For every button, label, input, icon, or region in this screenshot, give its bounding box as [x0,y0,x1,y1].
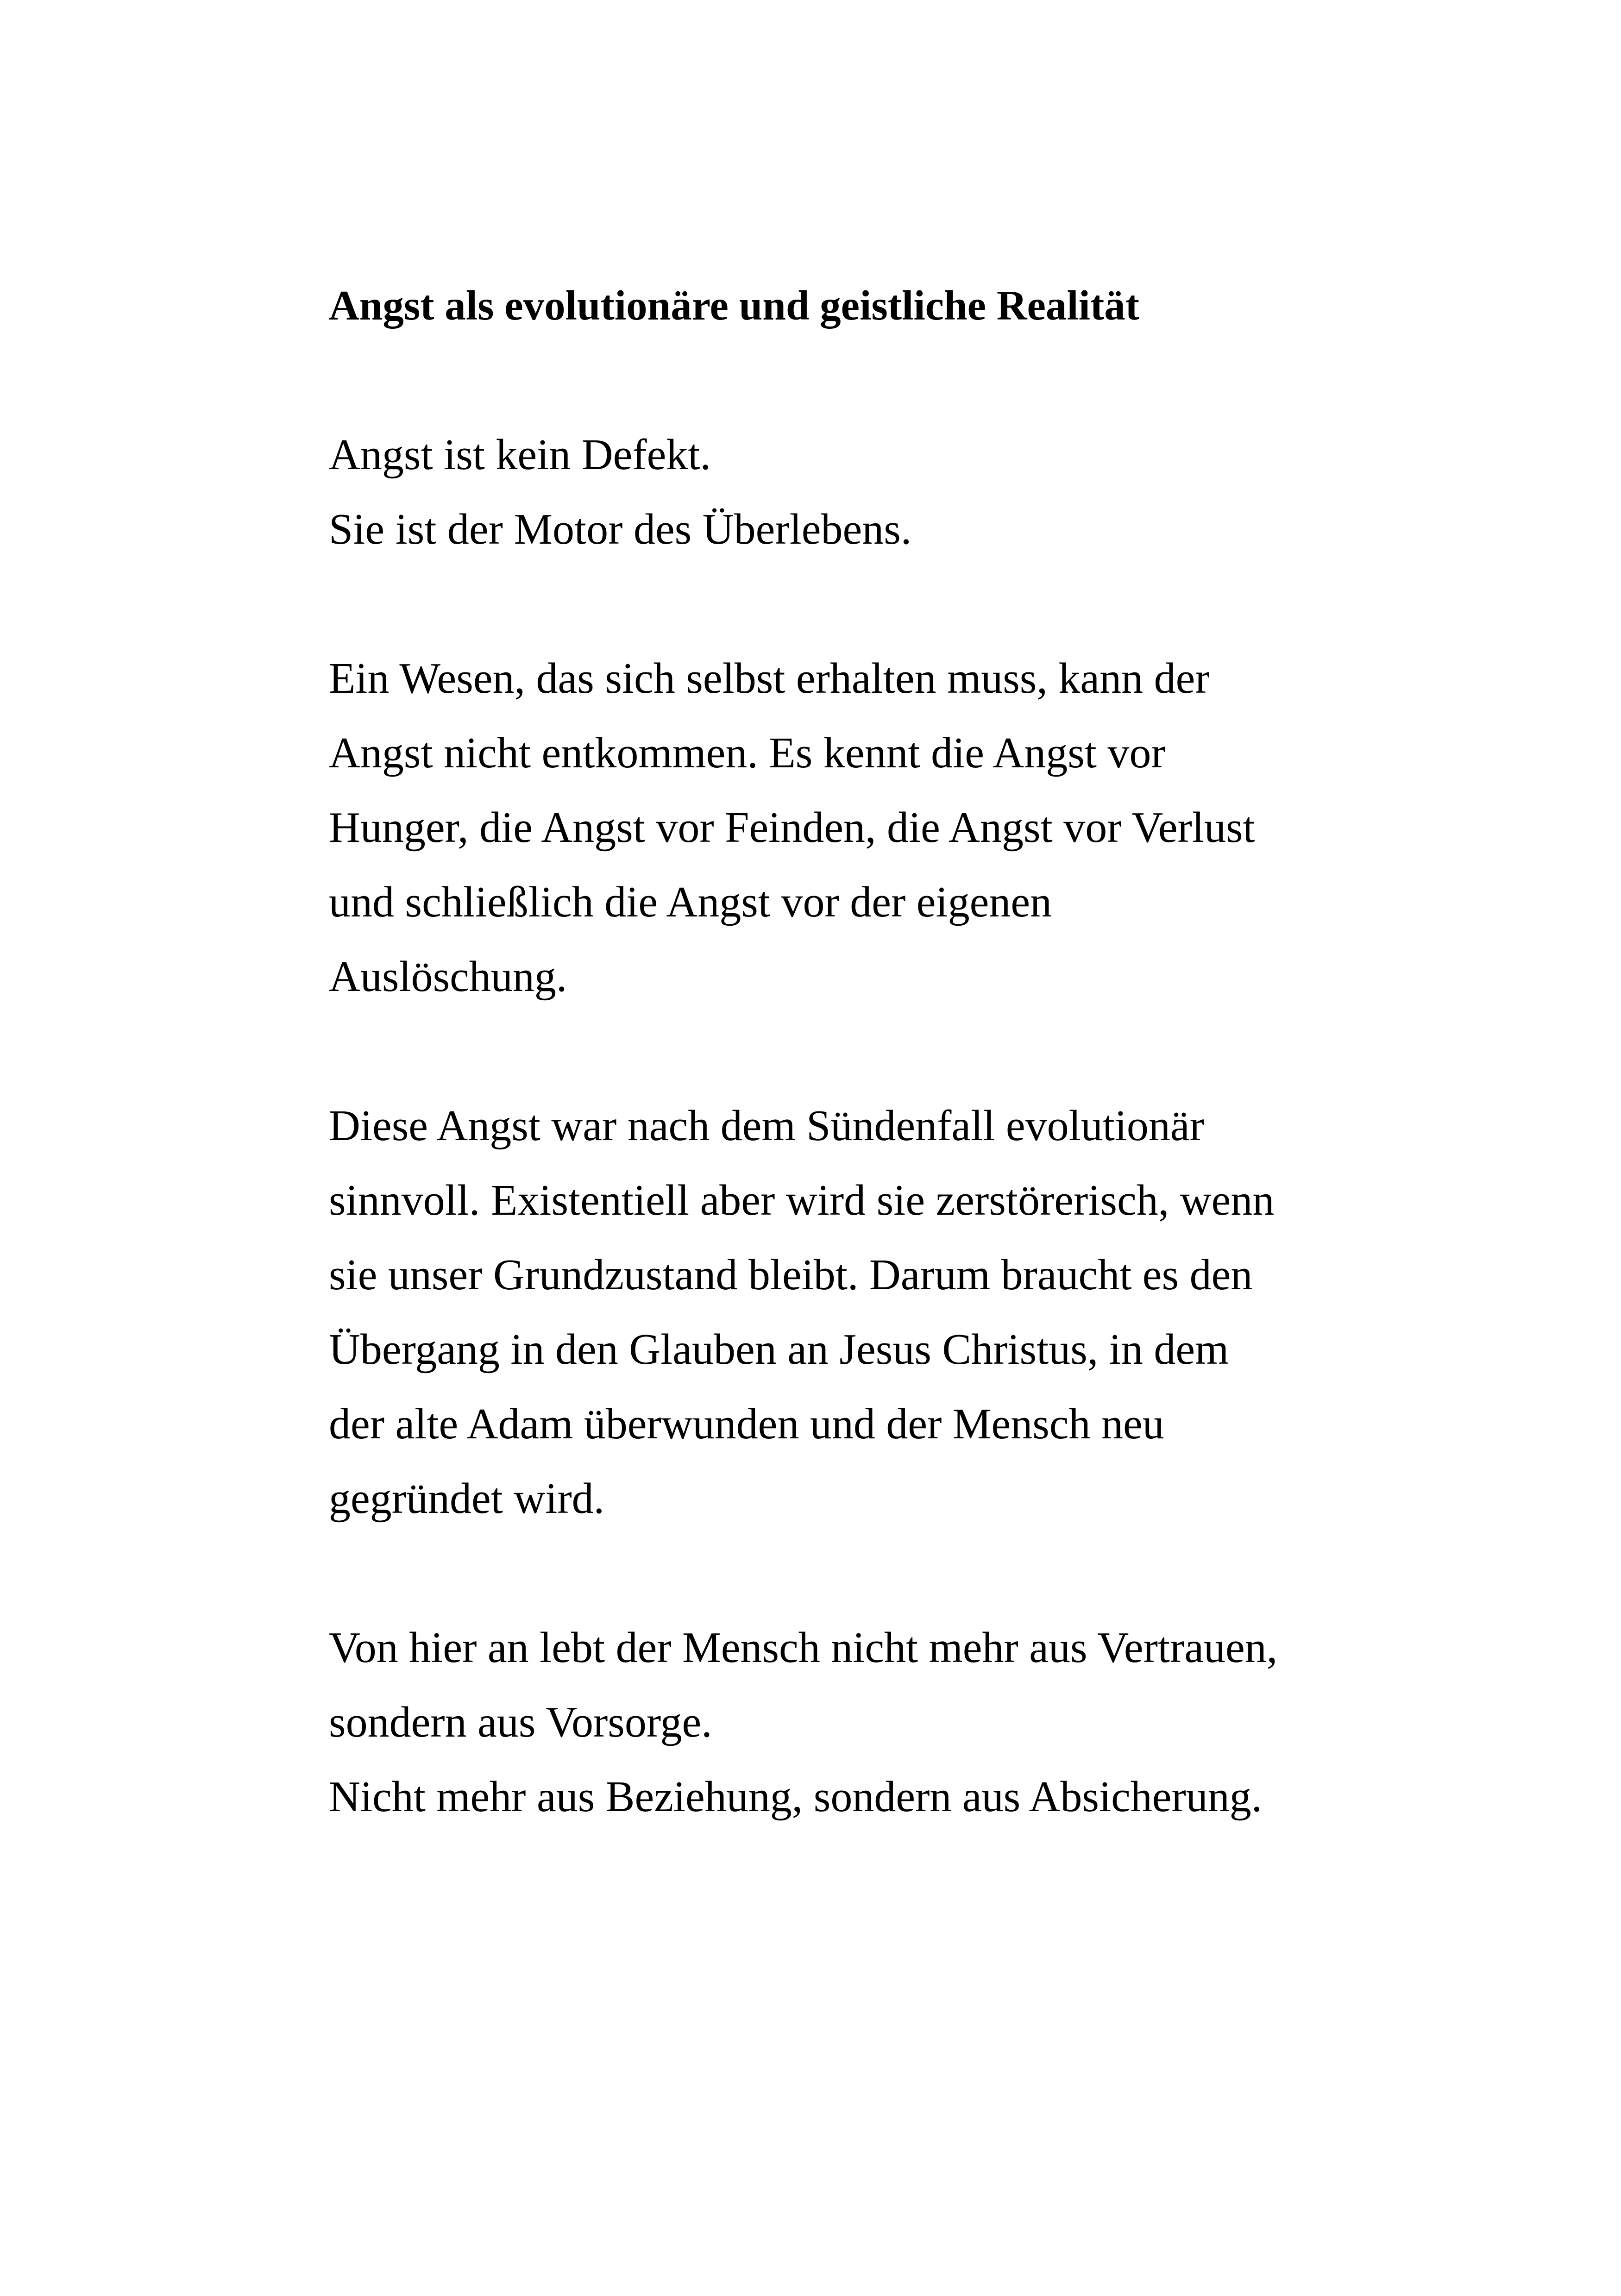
paragraph-1 [329,418,1394,567]
document-title: Angst als evolutionäre und geistliche Realität [329,282,1140,329]
spacer [329,1014,1394,1089]
text-line: Ein Wesen, das sich selbst erhalten muss, kann der [329,654,1210,703]
text-line: gegründet wird. [329,1474,605,1523]
text-line: der alte Adam überwunden und der Mensch neu [329,1400,1164,1448]
text-line: Sie ist der Motor des Überlebens. [329,505,912,553]
text-line: und schließlich die Angst vor der eigenen [329,878,1052,926]
text-line: Nicht mehr aus Beziehung, sondern aus Absicherung. [329,1773,1263,1821]
text-line: Diese Angst war nach dem Sündenfall evolutionär [329,1102,1204,1150]
text-line: Hunger, die Angst vor Feinden, die Angst vor Verlust [329,803,1255,852]
paragraph-2 [329,641,1394,1014]
spacer [329,343,1394,418]
text-line: Angst ist kein Defekt. [329,431,711,479]
document-body [329,269,1394,1834]
paragraph-4 [329,1611,1394,1834]
text-line: sie unser Grundzustand bleibt. Darum braucht es den [329,1251,1253,1299]
text-line: sinnvoll. Existentiell aber wird sie zerstörerisch, wenn [329,1176,1275,1224]
text-line: sondern aus Vorsorge. [329,1698,712,1746]
text-line: Von hier an lebt der Mensch nicht mehr aus Vertrauen, [329,1624,1278,1672]
spacer [329,1536,1394,1611]
text-line: Auslöschung. [329,953,567,1001]
spacer [329,567,1394,641]
text-line: Angst nicht entkommen. Es kennt die Angst vor [329,729,1166,777]
paragraph-3 [329,1089,1394,1536]
text-line: Übergang in den Glauben an Jesus Christus, in dem [329,1325,1229,1374]
